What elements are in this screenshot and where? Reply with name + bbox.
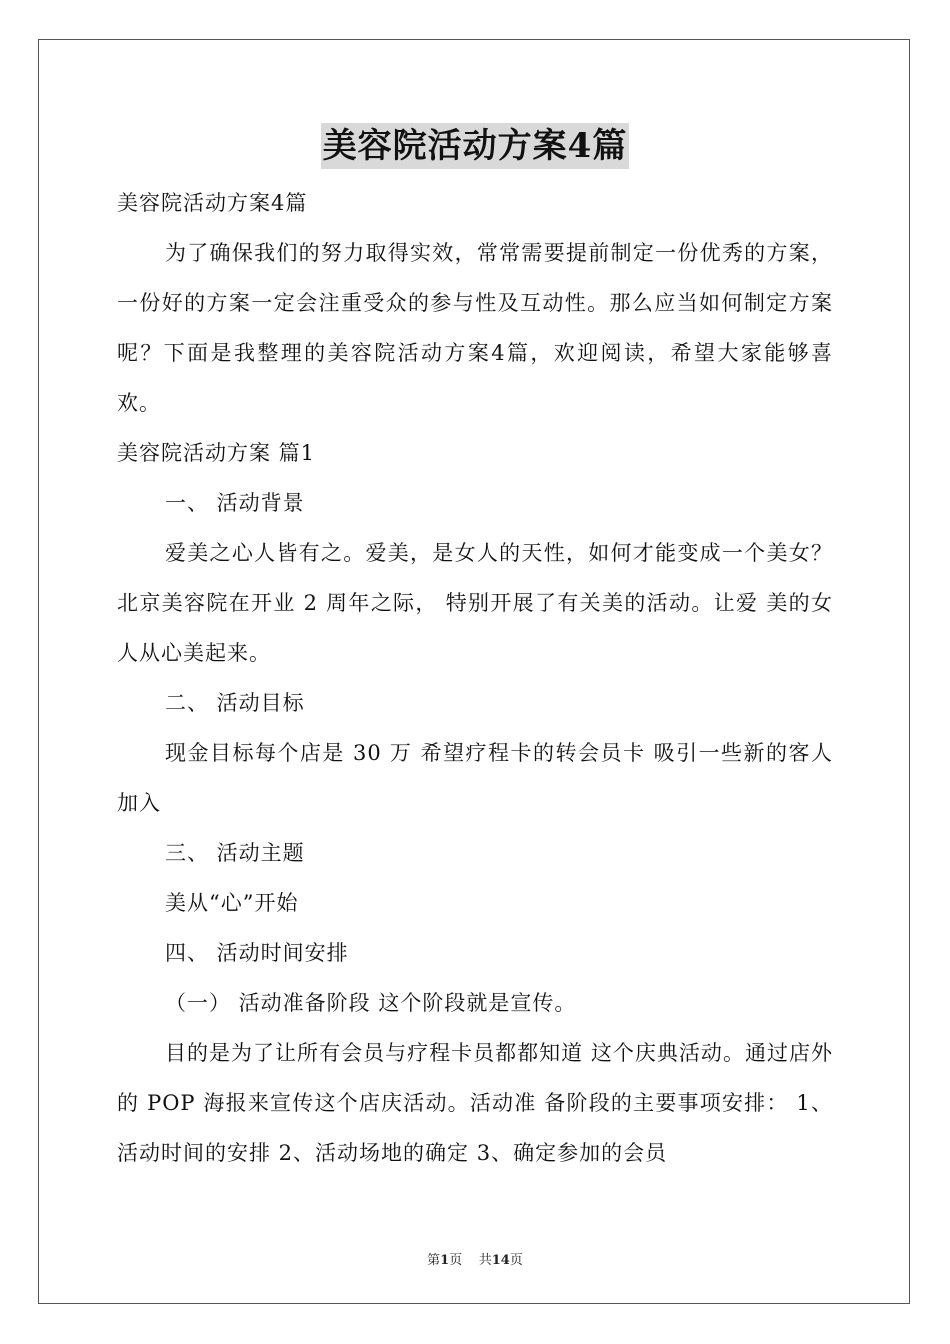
paragraph: 爱美之心人皆有之。爱美，是女人的天性，如何才能变成一个美女？北京美容院在开业 2 周年之际， 特别开展了有关美的活动。让爱 美的女人从心美起来。 bbox=[117, 541, 833, 665]
paragraph: 三、 活动主题 bbox=[165, 841, 305, 865]
paragraph: （一） 活动准备阶段 这个阶段就是宣传。 bbox=[165, 991, 577, 1015]
paragraph: 现金目标每个店是 30 万 希望疗程卡的转会员卡 吸引一些新的客人加入 bbox=[117, 741, 833, 815]
paragraph: 目的是为了让所有会员与疗程卡员都都知道 这个庆典活动。通过店外的 POP 海报来宣传这个店庆活动。活动准 备阶段的主要事项安排： 1、活动时间的安排 2、活动场地的确定 3、确定参加的会员 bbox=[117, 1041, 833, 1165]
footer-total-pages: 14 bbox=[491, 1253, 510, 1268]
paragraph: 一、 活动背景 bbox=[165, 491, 305, 515]
document-title: 美容院活动方案4篇 bbox=[321, 123, 630, 169]
footer-page-number: 1 bbox=[440, 1253, 450, 1268]
paragraph: 美从“心”开始 bbox=[165, 891, 299, 915]
paragraph: 美容院活动方案4篇 bbox=[117, 191, 308, 215]
footer-page-suffix: 页 bbox=[449, 1253, 463, 1268]
footer-page-prefix: 第 bbox=[427, 1253, 441, 1268]
footer-total-suffix: 页 bbox=[509, 1253, 523, 1268]
page-footer bbox=[0, 1249, 950, 1268]
paragraph: 二、 活动目标 bbox=[165, 691, 305, 715]
paragraph: 为了确保我们的努力取得实效，常常需要提前制定一份优秀的方案，一份好的方案一定会注重受众的参与性及互动性。那么应当如何制定方案呢？下面是我整理的美容院活动方案4篇，欢迎阅读，希望大家能够喜欢。 bbox=[117, 241, 833, 415]
paragraph: 四、 活动时间安排 bbox=[165, 941, 349, 965]
footer-total-prefix: 共 bbox=[478, 1253, 492, 1268]
document-body bbox=[117, 178, 833, 1178]
title-container bbox=[0, 123, 950, 169]
section-heading: 美容院活动方案 篇1 bbox=[117, 441, 316, 465]
